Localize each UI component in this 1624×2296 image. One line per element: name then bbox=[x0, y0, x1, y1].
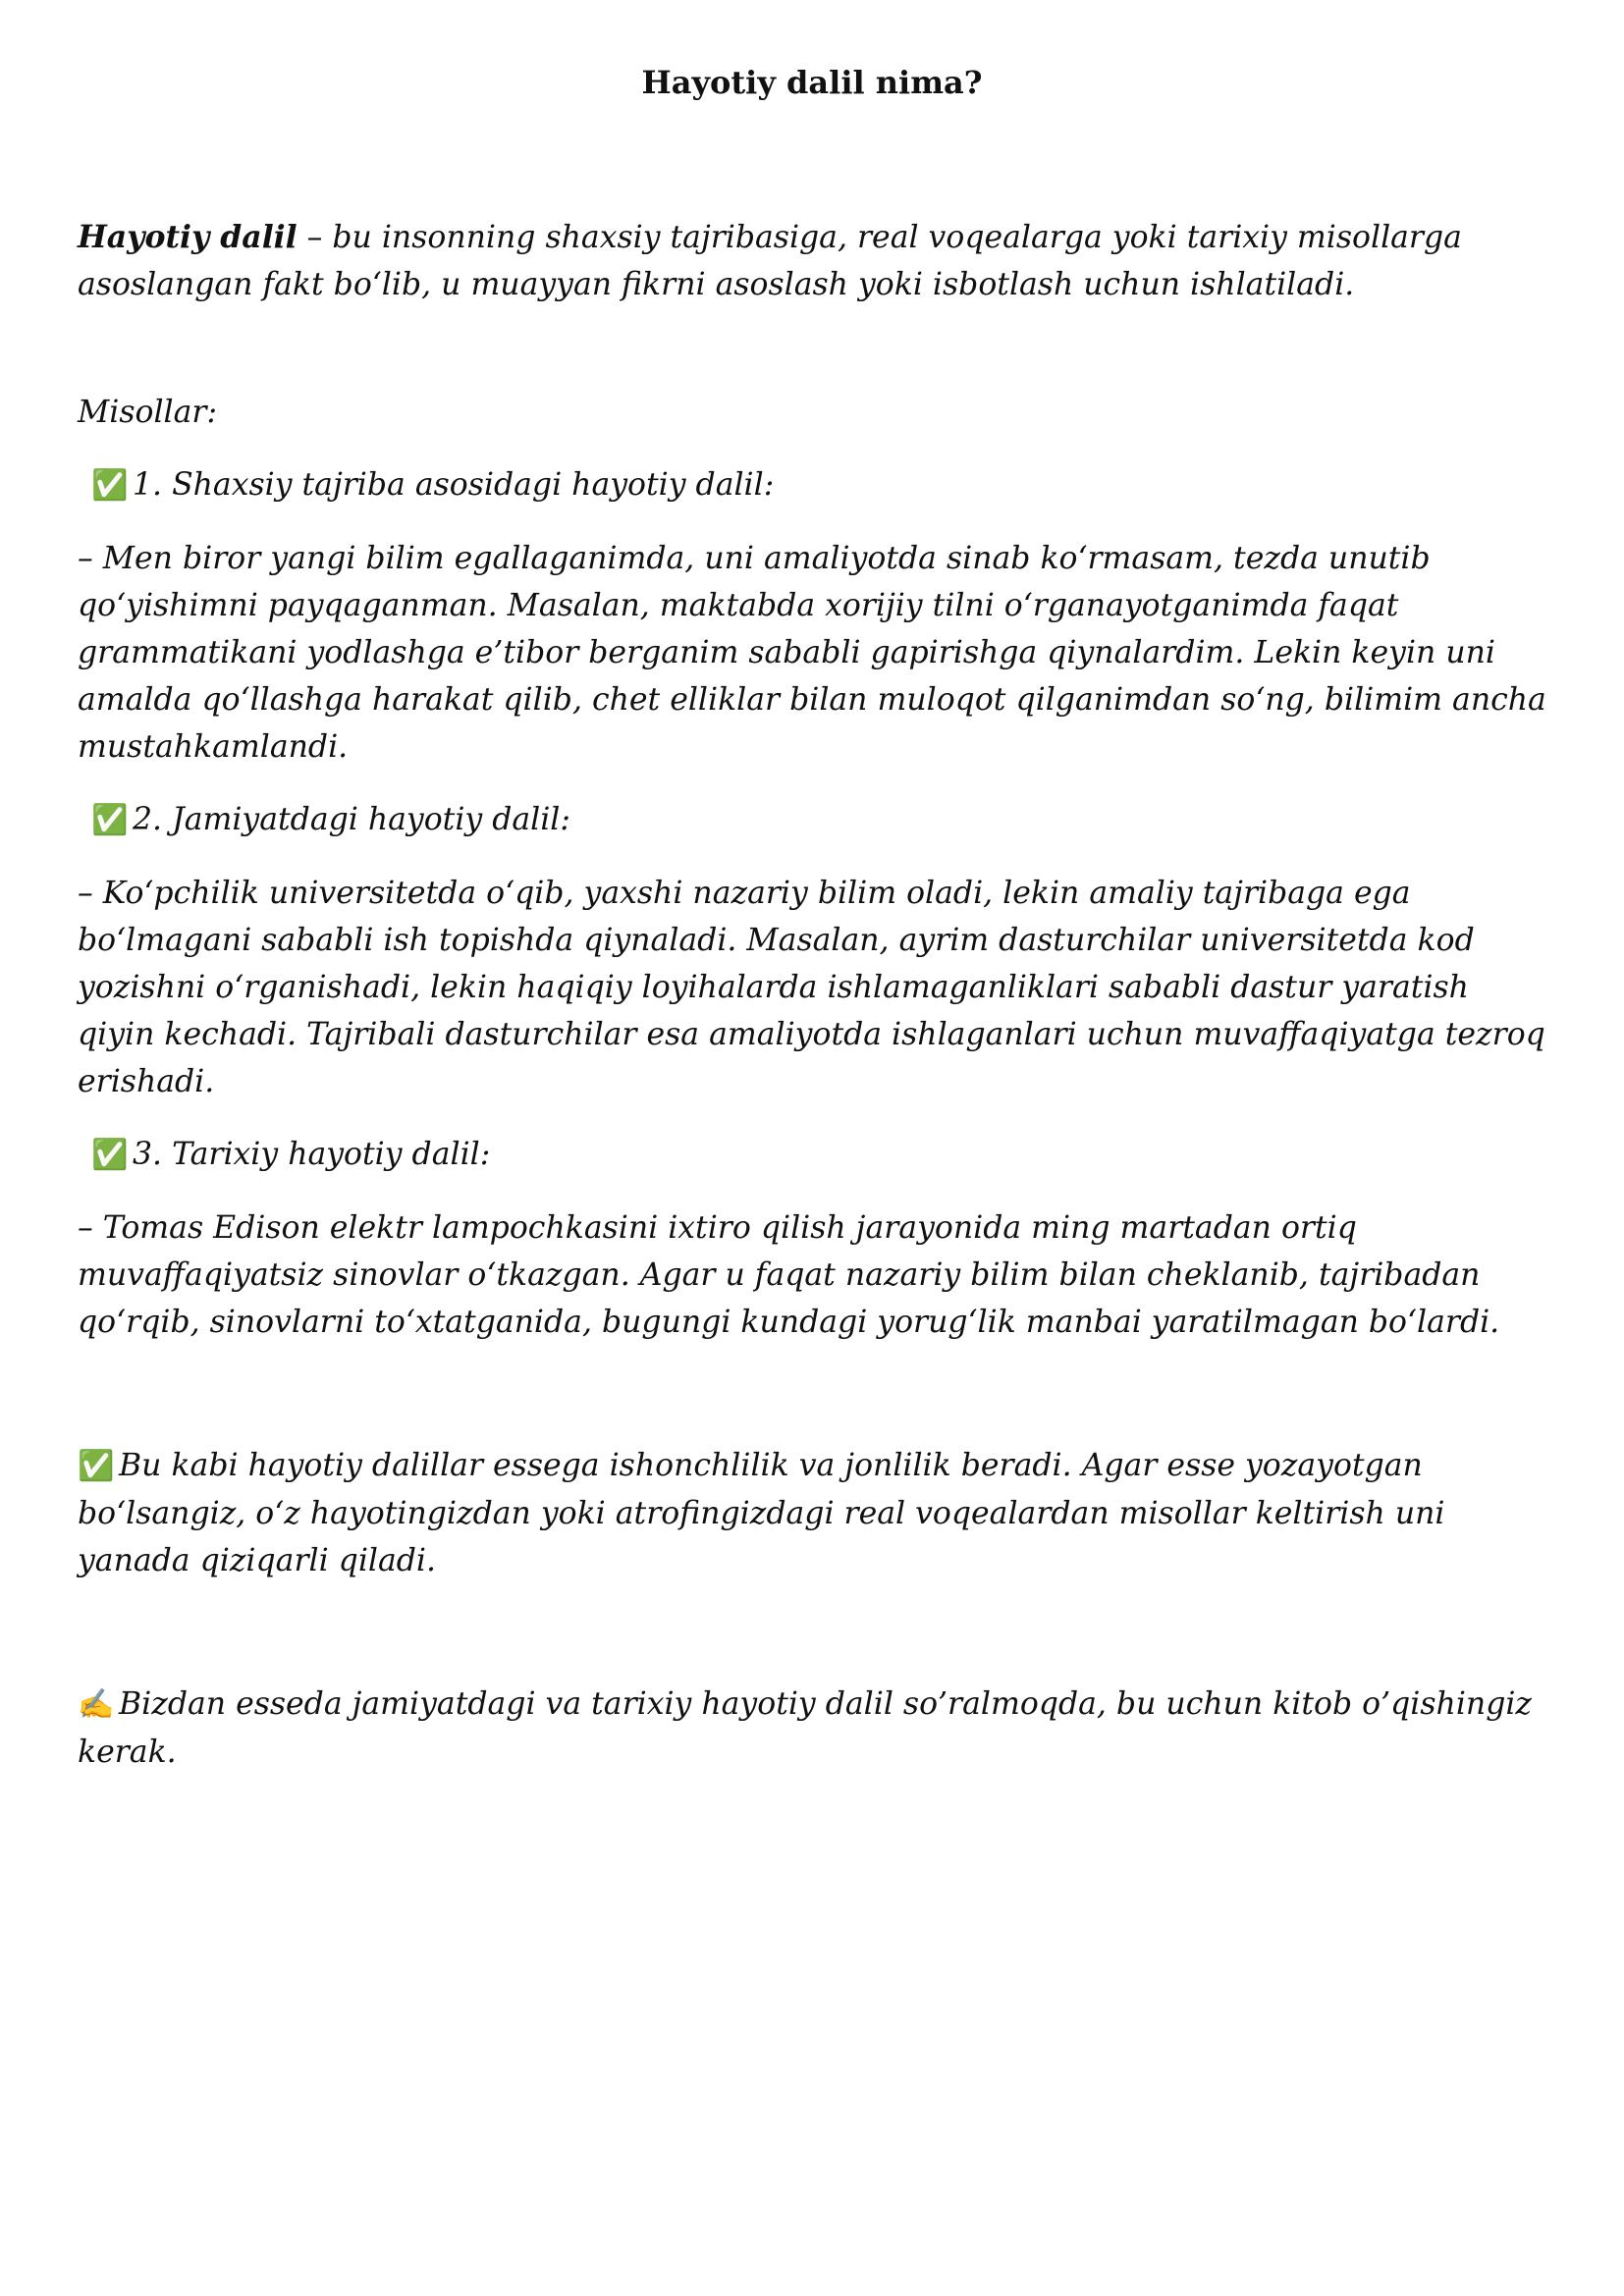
definition-paragraph bbox=[78, 214, 1546, 308]
note-paragraph bbox=[78, 1681, 1546, 1776]
case-body-personal: – Men biror yangi bilim egallaganimda, uni amaliyotda sinab ko‘rmasam, tezda unutib qo‘yishimni payqaganman. Masalan, maktabda xorijiy tilni o‘rganayotganimda faqat grammatikani yodlashga e’tibor berganim sababli gapirishga qiynalardim. Lekin keyin uni amalda qo‘llashga harakat qilib, chet elliklar bilan muloqot qilganimdan so‘ng, bilimim ancha mustahkamlandi. bbox=[78, 541, 1546, 765]
page-title: Hayotiy dalil nima? bbox=[641, 64, 983, 101]
definition-term: Hayotiy dalil bbox=[78, 219, 298, 255]
case-heading-personal bbox=[78, 461, 1546, 509]
case-heading-history bbox=[78, 1131, 1546, 1179]
summary-text: Bu kabi hayotiy dalillar essega ishonchlilik va jonlilik beradi. Agar esse yozayotgan bo‘lsangiz, o‘z hayotingizdan yoki atrofingizdagi real voqealardan misollar keltirish uni yanada qiziqarli qiladi. bbox=[78, 1448, 1445, 1578]
case-heading-text: 1. Shaxsiy tajriba asosidagi hayotiy dalil: bbox=[133, 467, 775, 503]
check-pencil-icon: ✅ bbox=[91, 468, 129, 503]
note-text: Bizdan esseda jamiyatdagi va tarixiy hayotiy dalil so’ralmoqda, bu uchun kitob o’qishingiz kerak. bbox=[78, 1686, 1533, 1770]
writing-hand-icon: ✍ bbox=[78, 1687, 115, 1722]
check-pencil-icon: ✅ bbox=[91, 1138, 129, 1172]
case-heading-text: 3. Tarixiy hayotiy dalil: bbox=[133, 1137, 491, 1172]
case-body-society: – Ko‘pchilik universitetda o‘qib, yaxshi nazariy bilim oladi, lekin amaliy tajribaga ega bo‘lmagani sababli ish topishda qiynaladi. Masalan, ayrim dasturchilar universitetda kod yozishni o‘rganishadi, lekin haqiqiy loyihalarda ishlamaganliklari sababli dastur yaratish qiyin kechadi. Tajribali dasturchilar esa amaliyotda ishlaganlari uchun muvaffaqiyatga tezroq erishadi. bbox=[78, 876, 1545, 1099]
case-body-history: – Tomas Edison elektr lampochkasini ixtiro qilish jarayonida ming martadan ortiq muvaffaqiyatsiz sinovlar o‘tkazgan. Agar u faqat nazariy bilim bilan cheklanib, tajribadan qo‘rqib, sinovlarni to‘xtatganida, bugungi kundagi yorug‘lik manbai yaratilmagan bo‘lardi. bbox=[78, 1210, 1500, 1340]
case-heading-society bbox=[78, 796, 1546, 844]
summary-paragraph bbox=[78, 1442, 1546, 1584]
check-pencil-icon: ✅ bbox=[91, 803, 129, 837]
definition-text: – bu insonning shaxsiy tajribasiga, real voqealarga yoki tarixiy misollarga asoslangan fakt bo‘lib, u muayyan fikrni asoslash yoki isbotlash uchun ishlatiladi. bbox=[78, 220, 1462, 302]
examples-label: Misollar: bbox=[78, 395, 218, 430]
check-pencil-icon: ✅ bbox=[78, 1449, 115, 1483]
case-heading-text: 2. Jamiyatdagi hayotiy dalil: bbox=[133, 802, 570, 837]
